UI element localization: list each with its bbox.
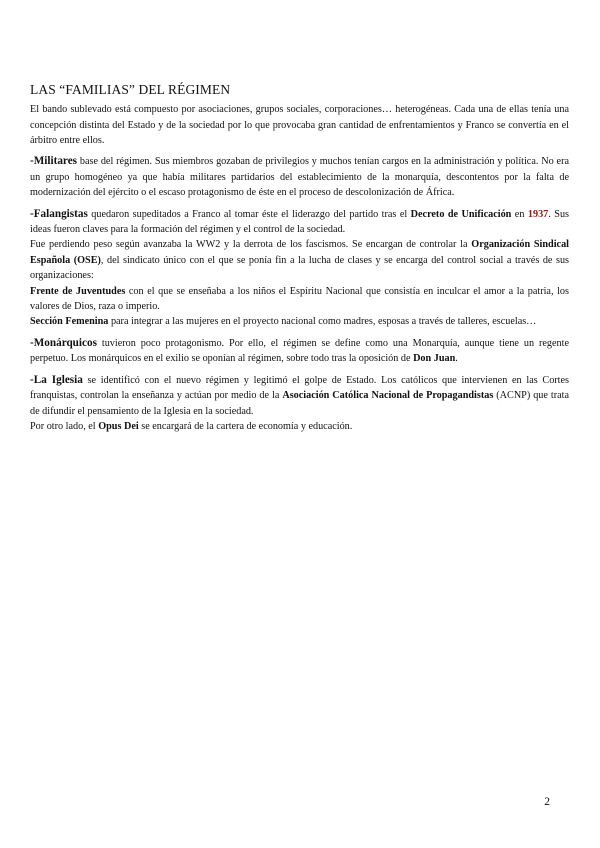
seccion-femenina-term: Sección Femenina bbox=[30, 316, 109, 328]
militares-text: base del régimen. Sus miembros gozaban de privilegios y muchos tenían cargos en la administración y política. No era un grupo homogéneo ya que había militares partidarios del establecimiento de la monarquía, descontentos por la falta de modernización del ejército o el escaso protagonismo de éste en el proceso de descolonización de África. bbox=[30, 156, 569, 199]
monarquicos-lead: -Monárquicos bbox=[30, 336, 97, 349]
monarquicos-paragraph bbox=[30, 336, 569, 367]
falangistas-p2-text-2: , del sindicato único con el que se ponía fin a la lucha de clases y se encarga del control social a través de sus organizaciones: bbox=[30, 254, 569, 282]
opus-dei-paragraph bbox=[30, 419, 569, 434]
ose-term: Organización Sindical Española (OSE) bbox=[30, 239, 569, 266]
acnp-term: Asociación Católica Nacional de Propagandistas bbox=[282, 390, 494, 402]
falangistas-text-2: en bbox=[511, 208, 528, 220]
iglesia-lead: -La Iglesia bbox=[30, 373, 83, 386]
falangistas-paragraph-2 bbox=[30, 237, 569, 283]
iglesia-text-1: se identificó con el nuevo régimen y legitimó el golpe de Estado. Los católicos que intervienen en las Cortes franquistas, controlan la enseñanza y actúan por medio de la bbox=[30, 374, 570, 402]
year-1937: 1937 bbox=[527, 208, 549, 220]
document-body bbox=[30, 82, 569, 434]
militares-paragraph bbox=[30, 154, 569, 200]
militares-lead: -Militares bbox=[30, 155, 78, 168]
falangistas-text-1: quedaron supeditados a Franco al tomar éste el liderazgo del partido tras el bbox=[87, 208, 411, 220]
opus-dei-text-1: Por otro lado, el bbox=[30, 420, 99, 432]
falangistas-p2-text-1: Fue perdiendo peso según avanzaba la WW2 y la derrota de los fascismos. Se encargan de controlar la bbox=[30, 239, 472, 251]
monarquicos-text-2: . bbox=[455, 353, 458, 365]
falangistas-lead: -Falangistas bbox=[30, 207, 88, 220]
intro-paragraph: El bando sublevado está compuesto por asociaciones, grupos sociales, corporaciones… heterogéneas. Cada una de ellas tenía una concepción distinta del Estado y de la sociedad por lo que provocaba gran cantidad de enfrentamientos y Franco se convertía en el árbitro entre ellos. bbox=[30, 104, 569, 146]
frente-juventudes-term: Frente de Juventudes bbox=[30, 285, 126, 297]
seccion-femenina-text: para integrar a las mujeres en el proyecto nacional como madres, esposas a través de talleres, escuelas… bbox=[108, 316, 537, 328]
falangistas-text-3: . Sus ideas fueron claves para la formación del régimen y el control de la sociedad. bbox=[30, 208, 569, 236]
decreto-unificacion: Decreto de Unificación bbox=[410, 208, 512, 220]
seccion-femenina-paragraph bbox=[30, 314, 569, 329]
frente-juventudes-paragraph bbox=[30, 284, 569, 315]
monarquicos-text-1: tuvieron poco protagonismo. Por ello, el régimen se define como una Monarquía, aunque tiene un regente perpetuo. Los monárquicos en el exilio se oponían al régimen, sobre todo tras la oposición de bbox=[30, 337, 569, 365]
opus-dei-term: Opus Dei bbox=[98, 420, 139, 432]
section-title: LAS “FAMILIAS” DEL RÉGIMEN bbox=[30, 82, 231, 97]
frente-juventudes-text: con el que se enseñaba a los niños el Espíritu Nacional que consistía en inculcar el amor a la patria, los valores de Dios, raza o imperio. bbox=[30, 285, 569, 313]
don-juan-term: Don Juan bbox=[413, 353, 456, 365]
iglesia-paragraph bbox=[30, 373, 569, 419]
iglesia-text-2: (ACNP) que trata de difundir el pensamiento de la Iglesia en la sociedad. bbox=[30, 390, 569, 417]
opus-dei-text-2: se encargará de la cartera de economía y educación. bbox=[138, 420, 353, 432]
page-number: 2 bbox=[544, 796, 550, 808]
falangistas-paragraph bbox=[30, 207, 569, 238]
